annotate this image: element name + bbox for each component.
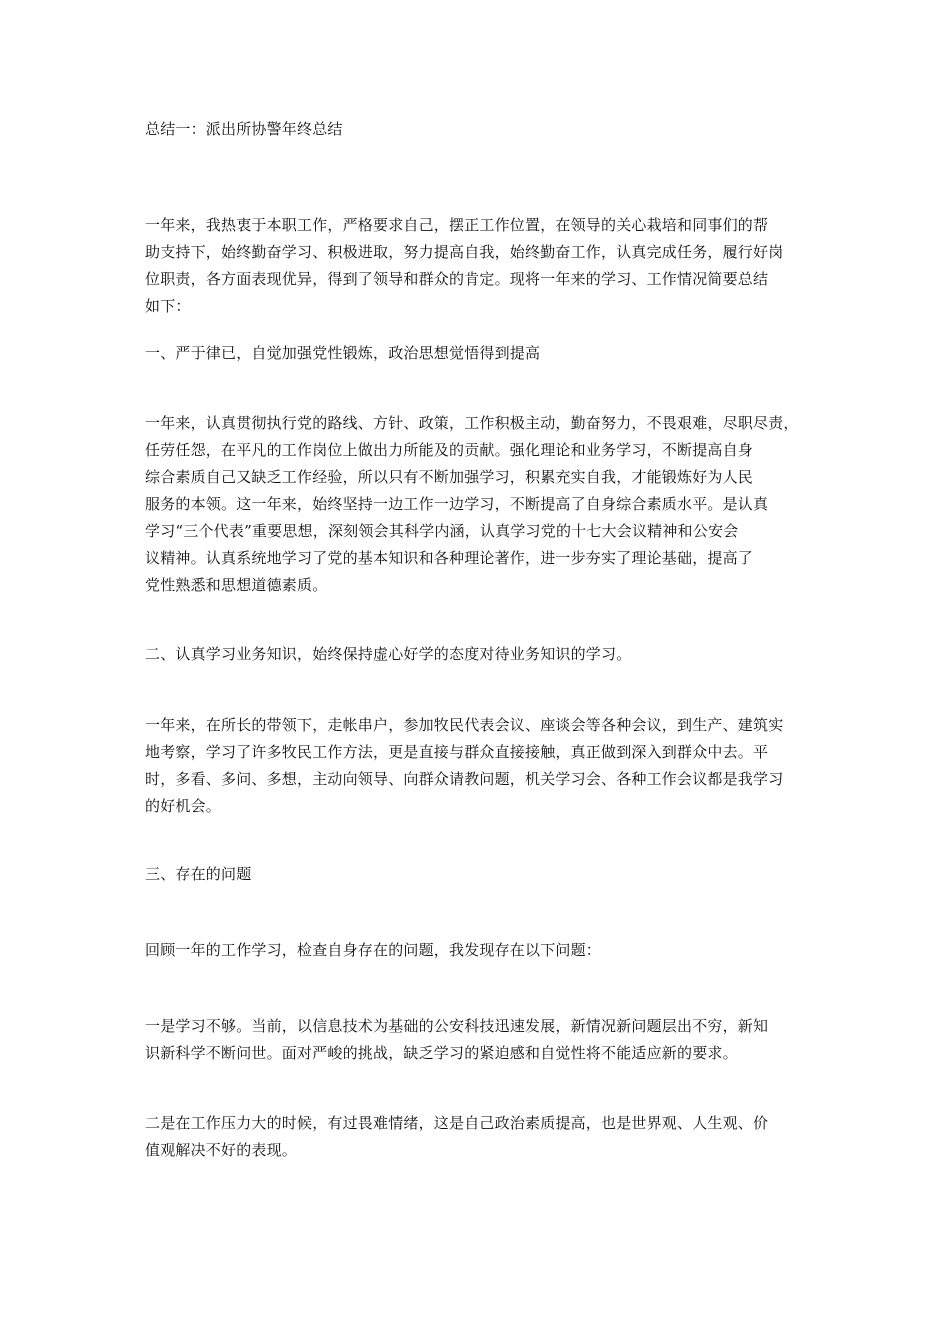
- section1-body-line: 学习“三个代表”重要思想，深刻领会其科学内涵，认真学习党的十七大会议精神和公安会: [145, 522, 739, 540]
- section1-body-line: 服务的本领。这一年来，始终坚持一边工作一边学习，不断提高了自身综合素质水平。是认真: [145, 495, 769, 513]
- intro-line: 助支持下，始终勤奋学习、积极进取，努力提高自我，始终勤奋工作，认真完成任务，履行好岗: [145, 243, 784, 261]
- section2-body-line: 一年来，在所长的带领下，走帐串户，参加牧民代表会议、座谈会等各种会议，到生产、建筑实: [145, 716, 784, 734]
- problem-item-line: 值观解决不好的表现。: [145, 1141, 298, 1159]
- section1-body-line: 议精神。认真系统地学习了党的基本知识和各种理论著作，进一步夯实了理论基础，提高了: [145, 549, 754, 567]
- problem-item-line: 识新科学不断问世。面对严峻的挑战，缺乏学习的紧迫感和自觉性将不能适应新的要求。: [145, 1044, 738, 1062]
- section2-body-line: 时，多看、多问、多想，主动向领导、向群众请教问题，机关学习会、各种工作会议都是我学习: [145, 770, 784, 788]
- section1-heading: 一、严于律已，自觉加强党性锻炼，政治思想觉悟得到提高: [145, 344, 541, 362]
- section2-body-line: 地考察，学习了许多牧民工作方法，更是直接与群众直接接触，真正做到深入到群众中去。平: [145, 743, 769, 761]
- section1-body-line: 一年来，认真贯彻执行党的路线、方针、政策，工作积极主动，勤奋努力，不畏艰难，尽职尽责，: [145, 414, 799, 432]
- section1-body-line: 任劳任怨，在平凡的工作岗位上做出力所能及的贡献。强化理论和业务学习，不断提高自身: [145, 441, 754, 459]
- document-title: 总结一：派出所协警年终总结: [145, 120, 343, 138]
- problem-item-line: 一是学习不够。当前，以信息技术为基础的公安科技迅速发展，新情况新问题层出不穷，新知: [145, 1017, 769, 1035]
- section3-heading: 三、存在的问题: [145, 865, 252, 883]
- section1-body-line: 综合素质自己又缺乏工作经验，所以只有不断加强学习，积累充实自我，才能锻炼好为人民: [145, 468, 754, 486]
- section2-body-line: 的好机会。: [145, 797, 222, 815]
- intro-line: 如下：: [145, 297, 191, 315]
- section3-intro: 回顾一年的工作学习，检查自身存在的问题，我发现存在以下问题：: [145, 941, 602, 959]
- intro-line: 位职责，各方面表现优异，得到了领导和群众的肯定。现将一年来的学习、工作情况简要总结: [145, 270, 769, 288]
- problem-item-line: 二是在工作压力大的时候，有过畏难情绪，这是自己政治素质提高，也是世界观、人生观、价: [145, 1114, 769, 1132]
- section1-body-line: 党性熟悉和思想道德素质。: [145, 576, 328, 594]
- intro-line: 一年来，我热衷于本职工作，严格要求自己，摆正工作位置，在领导的关心栽培和同事们的帮: [145, 216, 769, 234]
- section2-heading: 二、认真学习业务知识，始终保持虚心好学的态度对待业务知识的学习。: [145, 645, 632, 663]
